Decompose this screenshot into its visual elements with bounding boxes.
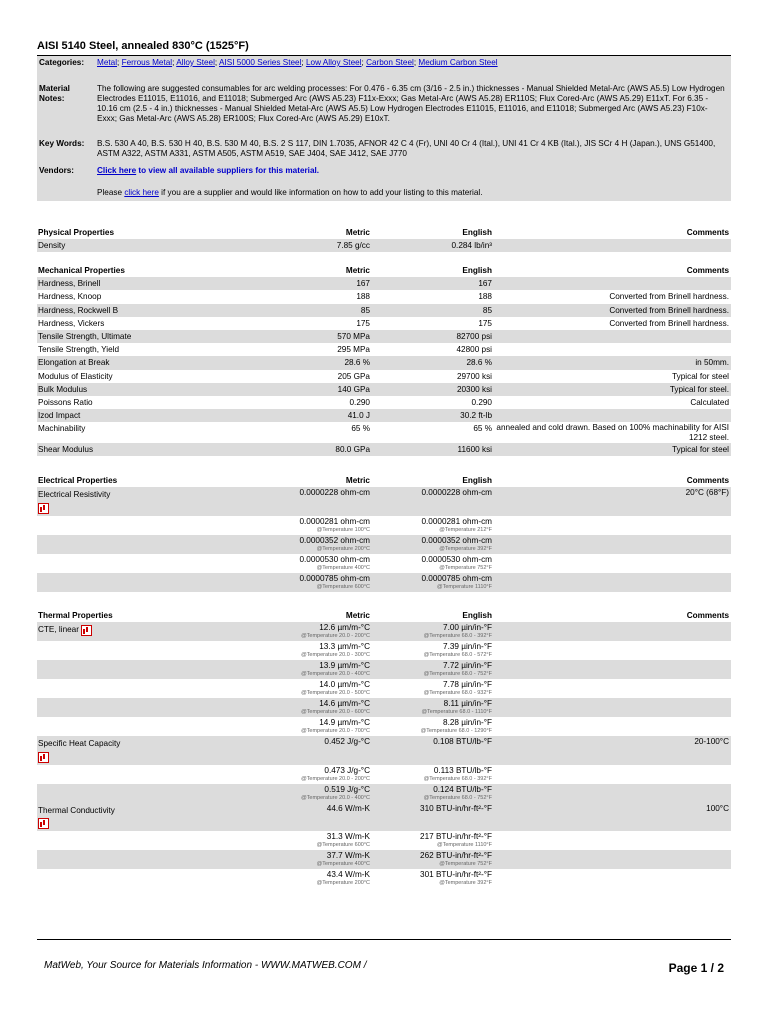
metric-value: 14.9 µm/m-°C [319,718,370,728]
english-temperature: @Temperature 68.0 - 1290°F [420,728,492,735]
english-cell [370,517,492,534]
comment [492,277,731,290]
table-row [37,554,731,573]
property-name-cell [37,574,253,591]
metric-value: 0.452 J/g-°C [324,737,370,747]
property-name-cell [37,832,253,849]
metric-temperature: @Temperature 200°C [316,545,370,552]
graph-icon[interactable] [81,625,92,636]
metric-temperature: @Temperature 600°C [316,583,370,590]
table-row [37,784,731,803]
property-name-cell [37,623,253,640]
comment [492,680,731,697]
categories-label: Categories: [39,58,85,67]
comments-header: Comments [686,266,729,275]
categories-row [37,56,731,74]
property-name: Modulus of Elasticity [38,371,113,381]
metric-cell [253,536,370,553]
metric-cell [253,661,370,678]
table-row [37,869,731,888]
metric-temperature: @Temperature 600°C [316,842,370,848]
english-value: 0.284 lb/in³ [451,241,492,251]
vendors-link-tail: to view all available suppliers for this material. [136,166,320,175]
table-row [37,487,731,515]
comment [492,517,731,534]
metric-value: 0.519 J/g-°C [324,784,370,794]
key-words-label: Key Words: [39,139,85,148]
comment: Converted from Brinell hardness. [609,318,729,328]
physical-header: Physical Properties [38,228,114,237]
comment [492,718,731,735]
vendors-link[interactable]: Click here [97,166,137,175]
english-value: 7.39 µin/in-°F [443,642,492,652]
english-cell [370,785,492,802]
material-notes-label: Material Notes: [39,84,70,103]
property-name-cell [37,488,253,514]
comment [492,536,731,553]
graph-icon[interactable] [38,752,49,763]
property-name: Tensile Strength, Yield [38,345,120,355]
english-cell [370,642,492,659]
comment [492,555,731,572]
mechanical-rows [37,277,731,456]
comment [492,623,731,640]
metric-value: 37.7 W/m-K [326,851,370,860]
comment: Calculated [690,397,729,407]
english-cell [370,661,492,678]
english-temperature: @Temperature 68.0 - 392°F [423,633,492,640]
property-name: Specific Heat Capacity [38,739,121,749]
property-name: CTE, linear [38,625,79,635]
metric-value: 13.3 µm/m-°C [319,642,370,652]
categories-list: Metal; Ferrous Metal; Alloy Steel; AISI 5000 Series Steel; Low Alloy Steel; Carbon Steel; Medium Carbon Steel [97,58,498,67]
english-cell [370,680,492,697]
metric-value: 80.0 GPa [335,445,370,455]
table-row [37,396,731,409]
metric-temperature: @Temperature 20.0 - 700°C [301,728,370,735]
property-name-cell [37,851,253,868]
metric-header: Metric [345,228,370,237]
table-row [37,850,731,869]
english-value: 0.0000352 ohm-cm [421,535,492,545]
metric-value: 0.0000530 ohm-cm [299,554,370,564]
english-value: 7.00 µin/in-°F [443,623,492,633]
metric-temperature: @Temperature 20.0 - 200°C [301,633,370,640]
thermal-header: Thermal Properties [38,611,113,620]
electrical-section [37,474,731,592]
english-temperature: @Temperature 68.0 - 752°F [423,794,492,801]
comments-header: Comments [686,611,729,620]
supplier-row [37,184,731,201]
material-info [37,56,731,201]
table-row [37,736,731,764]
english-value: 8.28 µin/in-°F [443,718,492,728]
comment [492,343,731,356]
english-value: 188 [478,292,492,302]
comment [492,870,731,887]
table-row [37,535,731,554]
metric-value: 175 [356,318,370,328]
english-temperature: @Temperature 68.0 - 392°F [423,775,492,782]
metric-value: 65 % [351,424,370,434]
page-number: Page 1 / 2 [668,961,724,975]
english-value: 301 BTU-in/hr-ft²-°F [420,870,492,879]
metric-cell [253,737,370,763]
metric-cell [253,766,370,783]
table-row [37,641,731,660]
mechanical-header: Mechanical Properties [38,266,125,275]
thermal-rows [37,622,731,888]
english-value: 262 BTU-in/hr-ft²-°F [420,851,492,860]
comment: 20-100°C [694,737,729,747]
english-cell [370,699,492,716]
comment [492,330,731,343]
comment: annealed and cold drawn. Based on 100% machinability for AISI 1212 steel. [496,423,729,443]
metric-temperature: @Temperature 20.0 - 500°C [301,690,370,697]
thermal-header-row [37,609,731,622]
metric-value: 140 GPa [337,384,370,394]
supplier-text-pre: Please [97,188,125,197]
english-value: 29700 ksi [456,371,492,381]
table-row [37,573,731,592]
english-value: 0.0000785 ohm-cm [421,573,492,583]
metric-value: 0.0000352 ohm-cm [299,535,370,545]
english-temperature: @Temperature 68.0 - 572°F [423,652,492,659]
metric-temperature: @Temperature 100°C [316,526,370,533]
metric-header: Metric [345,266,370,275]
table-row [37,803,731,831]
metric-cell [253,555,370,572]
material-notes-text: The following are suggested consumables for arc welding processes: For 0.476 - 6.35 cm (3/16 - 2.5 in.) thicknesses - Manual Shielded Metal-Arc (AWS A5.5) Low Hydrogen Electrodes E11015, E11016, and E11018; Submerged Arc (AWS A5.23) F11x-Exxx; Gas Metal-Arc (AWS A5.28) ER110S; Flux Cored-Arc (AWS A5.29) E11xT. For 6.35 - 10.16 cm (2.5 - 4 in.) thicknesses - Manual Shielded Metal-Arc (AWS A5.5) Low Hydrogen Electrodes E11015, E11016, and E11018; Submerged Arc (AWS A5.23) F10x-Exxx; Gas Metal-Arc (AWS A5.28) ER100S; Flux Cored-Arc (AWS A5.29) E10xT. [97,84,725,123]
table-row [37,290,731,303]
table-row [37,370,731,383]
physical-section [37,226,731,252]
supplier-text [97,188,731,198]
table-row [37,277,731,290]
english-value: 30.2 ft-lb [460,411,492,421]
supplier-label-spacer [37,188,97,198]
table-row [37,409,731,422]
comment [492,785,731,802]
metric-value: 28.6 % [344,358,370,368]
category-link[interactable]: Metal [97,58,118,67]
english-value: 0.0000530 ohm-cm [421,554,492,564]
english-temperature: @Temperature 212°F [439,526,492,533]
property-name-cell [37,804,253,830]
supplier-text-post: if you are a supplier and would like information on how to add your listing to this material. [158,188,483,197]
comment: 20°C (68°F) [685,488,729,498]
english-cell [370,851,492,868]
table-row [37,356,731,369]
metric-value: 188 [356,292,370,302]
metric-value: 0.290 [349,397,370,407]
metric-temperature: @Temperature 400°C [316,564,370,571]
english-cell [370,536,492,553]
metric-value: 570 MPa [337,331,370,341]
thermal-section [37,609,731,888]
property-name-cell [37,536,253,553]
english-value: 20300 ksi [456,384,492,394]
comment: in 50mm. [695,358,729,368]
table-row [37,516,731,535]
supplier-link[interactable]: click here [124,188,159,197]
english-cell [370,488,492,514]
property-name: Machinability [38,424,86,434]
comment [492,642,731,659]
english-cell [370,766,492,783]
physical-rows [37,239,731,252]
metric-cell [253,680,370,697]
metric-temperature: @Temperature 20.0 - 300°C [301,652,370,659]
vendors-row [37,164,731,184]
metric-value: 0.473 J/g-°C [324,765,370,775]
table-row [37,239,731,252]
english-temperature: @Temperature 68.0 - 752°F [423,671,492,678]
english-cell [370,832,492,849]
table-row [37,422,731,443]
key-words-row [37,134,731,164]
english-value: 0.290 [471,397,492,407]
comment [492,661,731,678]
english-value: 7.72 µin/in-°F [443,661,492,671]
table-row [37,622,731,641]
metric-cell [253,785,370,802]
comment: Converted from Brinell hardness. [609,305,729,315]
metric-value: 0.0000785 ohm-cm [299,573,370,583]
english-value: 0.108 BTU/lb-°F [433,737,492,747]
footer-text: MatWeb, Your Source for Materials Information - WWW.MATWEB.COM / [44,960,367,971]
property-name: Elongation at Break [38,358,110,368]
comment: Typical for steel [672,371,729,381]
english-cell [370,804,492,830]
comment: Converted from Brinell hardness. [609,292,729,302]
table-row [37,304,731,317]
metric-value: 167 [356,279,370,289]
english-temperature: @Temperature 752°F [439,564,492,571]
comment: 100°C [706,803,729,813]
metric-temperature: @Temperature 20.0 - 600°C [301,709,370,716]
table-row [37,831,731,850]
english-cell [370,737,492,763]
category-link[interactable]: Low Alloy Steel [305,58,362,67]
physical-header-row [37,226,731,239]
page-title: AISI 5140 Steel, annealed 830°C (1525°F) [37,40,249,52]
english-value: 0.124 BTU/lb-°F [433,784,492,794]
english-value: 167 [478,279,492,289]
property-name: Hardness, Knoop [38,292,102,302]
english-value: 0.113 BTU/lb-°F [433,765,492,775]
graph-icon[interactable] [38,818,49,829]
metric-cell [253,642,370,659]
metric-value: 0.0000281 ohm-cm [299,516,370,526]
metric-cell [253,870,370,887]
property-name: Shear Modulus [38,445,94,455]
property-name-cell [37,642,253,659]
metric-temperature: @Temperature 200°C [316,880,370,886]
metric-header: Metric [345,611,370,620]
property-name-cell [37,718,253,735]
mechanical-header-row [37,264,731,277]
metric-cell [253,517,370,534]
english-value: 310 BTU-in/hr-ft²-°F [420,803,492,813]
english-value: 65 % [473,424,492,434]
property-name: Hardness, Brinell [38,279,101,289]
vendors-text [97,166,731,176]
metric-value: 44.6 W/m-K [326,803,370,813]
english-cell [370,623,492,640]
english-cell [370,574,492,591]
property-name-cell [37,517,253,534]
english-value: 8.11 µin/in-°F [443,699,492,709]
property-name: Poissons Ratio [38,397,93,407]
category-link[interactable]: AISI 5000 Series Steel [219,58,302,67]
english-value: 28.6 % [466,358,492,368]
table-row [37,343,731,356]
table-row [37,660,731,679]
table-row [37,679,731,698]
english-temperature: @Temperature 68.0 - 1110°F [421,709,492,716]
metric-value: 205 GPa [337,371,370,381]
metric-value: 85 [360,305,370,315]
property-name: Electrical Resistivity [38,490,111,500]
english-temperature: @Temperature 1110°F [437,842,492,848]
english-value: 82700 psi [456,331,492,341]
comment [492,851,731,868]
comment [492,766,731,783]
property-name-cell [37,661,253,678]
metric-cell [253,699,370,716]
property-name-cell [37,699,253,716]
graph-icon[interactable] [38,503,49,514]
english-value: 42800 psi [456,345,492,355]
property-name-cell [37,737,253,763]
category-link[interactable]: Alloy Steel [176,58,215,67]
property-name-cell [37,680,253,697]
metric-value: 12.6 µm/m-°C [319,623,370,633]
english-header: English [462,266,492,275]
table-row [37,383,731,396]
metric-value: 13.9 µm/m-°C [319,661,370,671]
english-cell [370,555,492,572]
footer-rule [37,939,731,940]
metric-cell [253,804,370,830]
property-name: Hardness, Rockwell B [38,305,119,315]
metric-temperature: @Temperature 400°C [316,861,370,867]
english-value: 0.0000228 ohm-cm [421,488,492,498]
comments-header: Comments [686,228,729,237]
property-name: Tensile Strength, Ultimate [38,331,132,341]
english-temperature: @Temperature 392°F [439,545,492,552]
english-temperature: @Temperature 752°F [439,861,492,867]
english-cell [370,870,492,887]
vendors-label: Vendors: [39,166,75,175]
property-name-cell [37,785,253,802]
category-link[interactable]: Ferrous Metal [121,58,173,67]
table-row [37,443,731,456]
metric-cell [253,623,370,640]
comment [492,832,731,849]
english-value: 0.0000281 ohm-cm [421,516,492,526]
property-name-cell [37,870,253,887]
metric-temperature: @Temperature 20.0 - 400°C [301,671,370,678]
property-name: Thermal Conductivity [38,805,115,815]
table-row [37,698,731,717]
metric-temperature: @Temperature 20.0 - 200°C [301,775,370,782]
metric-cell [253,851,370,868]
comment [492,574,731,591]
table-row [37,765,731,784]
electrical-header-row [37,474,731,487]
comment [492,409,731,422]
metric-value: 7.85 g/cc [336,241,370,251]
comment [492,699,731,716]
table-row [37,317,731,330]
english-value: 7.78 µin/in-°F [443,680,492,690]
english-header: English [462,611,492,620]
comments-header: Comments [686,476,729,485]
english-cell [370,718,492,735]
property-name: Hardness, Vickers [38,318,105,328]
category-link[interactable]: Medium Carbon Steel [418,58,498,67]
metric-temperature: @Temperature 20.0 - 400°C [301,794,370,801]
english-value: 11600 ksi [457,445,492,455]
property-name-cell [37,555,253,572]
property-name: Bulk Modulus [38,384,88,394]
comment [492,239,731,252]
english-temperature: @Temperature 392°F [439,880,492,886]
metric-header: Metric [345,476,370,485]
property-name: Izod Impact [38,411,81,421]
metric-cell [253,488,370,514]
key-words-text: B.S. 530 A 40, B.S. 530 H 40, B.S. 530 M 40, B.S. 2 S 117, DIN 1.7035, AFNOR 42 C 4 (Fr), UNI 40 Cr 4 (Ital.), UNI 41 Cr 4 KB (Ital.), JIS SCr 4 H (Japan.), UNS G51400, ASTM A322, ASTM A331, ASTM A505, ASTM A519, SAE J404, SAE J412, SAE J770 [97,139,716,158]
metric-cell [253,574,370,591]
english-header: English [462,476,492,485]
comment: Typical for steel. [669,384,729,394]
electrical-rows [37,487,731,591]
table-row [37,717,731,736]
english-temperature: @Temperature 1110°F [437,583,492,590]
metric-value: 0.0000228 ohm-cm [299,488,370,498]
metric-cell [253,832,370,849]
metric-value: 43.4 W/m-K [326,870,370,879]
property-name-cell [37,766,253,783]
english-value: 85 [482,305,492,315]
metric-value: 295 MPa [337,345,370,355]
material-notes-row [37,74,731,134]
category-link[interactable]: Carbon Steel [366,58,414,67]
english-temperature: @Temperature 68.0 - 932°F [423,690,492,697]
property-name: Density [38,241,66,251]
comment: Typical for steel [672,445,729,455]
mechanical-section [37,264,731,456]
metric-cell [253,718,370,735]
metric-value: 41.0 J [347,411,370,421]
english-value: 217 BTU-in/hr-ft²-°F [420,832,492,841]
table-row [37,330,731,343]
electrical-header: Electrical Properties [38,476,118,485]
english-header: English [462,228,492,237]
metric-value: 14.0 µm/m-°C [319,680,370,690]
metric-value: 31.3 W/m-K [326,832,370,841]
metric-value: 14.6 µm/m-°C [319,699,370,709]
english-value: 175 [478,318,492,328]
